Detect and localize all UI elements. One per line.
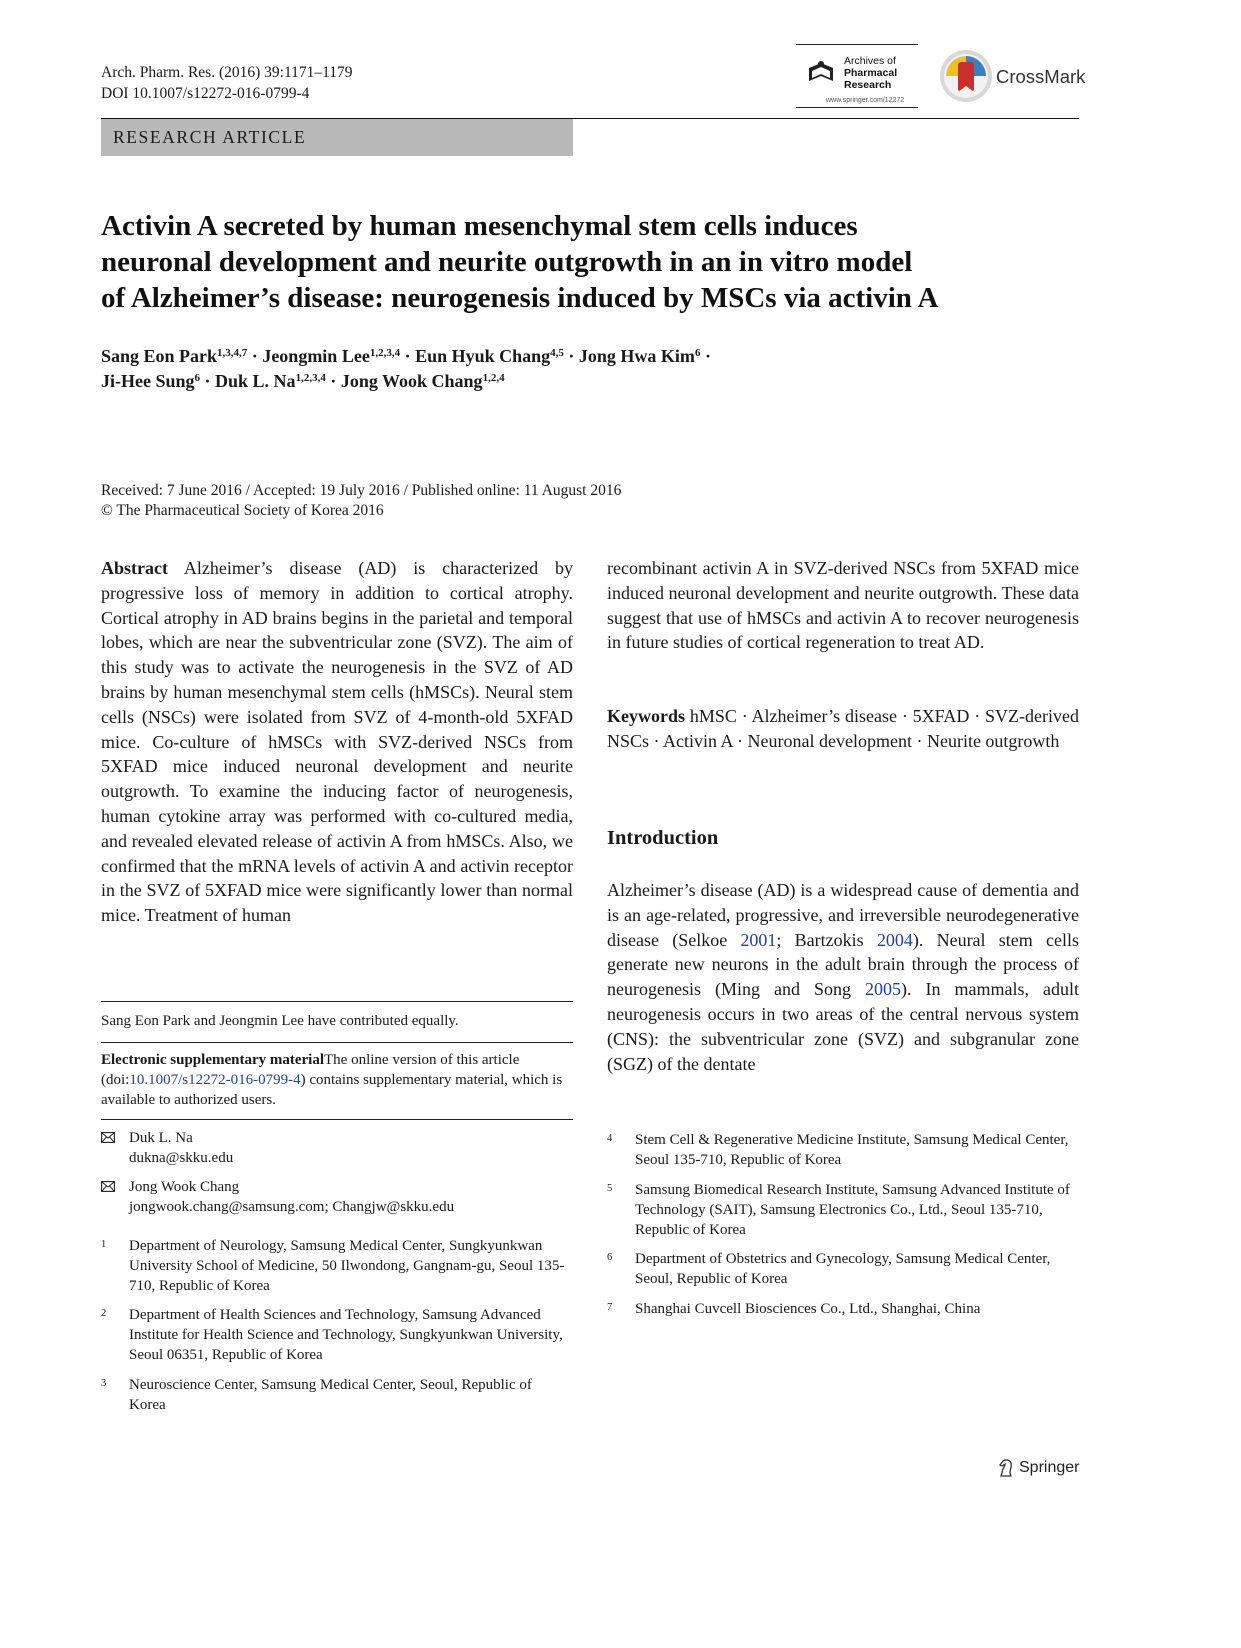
journal-logo[interactable] xyxy=(796,44,918,108)
author-name[interactable]: Jeongmin Lee xyxy=(262,346,370,366)
author-affiliation-refs: 4,5 xyxy=(550,347,564,359)
publisher-name: Springer xyxy=(1019,1459,1080,1476)
author-separator: · xyxy=(400,346,416,366)
affiliation-text: Stem Cell & Regenerative Medicine Institute, Samsung Medical Center, Seoul 135-710, Republic of Korea xyxy=(635,1132,1069,1168)
journal-logo-text xyxy=(844,55,897,91)
esm-note xyxy=(101,1051,573,1110)
affiliation-number: 7 xyxy=(607,1302,613,1313)
author-separator: · xyxy=(700,346,711,366)
abstract-right: recombinant activin A in SVZ-derived NSCs from 5XFAD mice induced neuronal development and neurite outgrowth. These data suggest that use of hMSCs and activin A to recover neurogenesis in future studies of cortical regeneration to treat AD. xyxy=(607,558,1079,653)
author-line-2 xyxy=(101,369,1081,394)
abstract-label: Abstract xyxy=(101,558,168,578)
correspondence-text xyxy=(129,1129,233,1169)
journal-citation: Arch. Pharm. Res. (2016) 39:1171–1179 xyxy=(101,64,353,81)
affiliation-number: 5 xyxy=(607,1183,613,1194)
author-affiliation-refs: 1,2,3,4 xyxy=(369,347,401,359)
author-line-1 xyxy=(101,344,1081,369)
author-separator: · xyxy=(200,371,216,391)
article-type-banner xyxy=(101,119,573,156)
citation-link[interactable]: 2001 xyxy=(740,929,777,950)
affiliation-number: 6 xyxy=(607,1252,613,1263)
author-name[interactable]: Duk L. Na xyxy=(215,371,296,391)
logo-text-line3: Research xyxy=(844,79,892,91)
intro-text: ). Neural stem cells generate new neurons in the adult brain through the process of neurogenesis (Ming and Song xyxy=(607,929,1079,1000)
equal-contribution-note: Sang Eon Park and Jeongmin Lee have contributed equally. xyxy=(101,1013,459,1029)
title-line-1: Activin A secreted by human mesenchymal stem cells induces xyxy=(101,210,858,242)
author-separator: · xyxy=(325,371,341,391)
title-line-3: of Alzheimer’s disease: neurogenesis induced by MSCs via activin A xyxy=(101,282,939,314)
keywords-text: hMSC · Alzheimer’s disease · 5XFAD · SVZ-derived NSCs · Activin A · Neuronal development · Neurite outgrowth xyxy=(607,706,1079,751)
correspondence-name: Duk L. Na xyxy=(129,1130,193,1146)
crossmark-icon[interactable] xyxy=(938,48,994,104)
affiliation-number: 1 xyxy=(101,1239,107,1250)
logo-text-line2: Pharmacal xyxy=(844,67,898,79)
abstract-left xyxy=(101,556,573,928)
abstract-text-left: Alzheimer’s disease (AD) is characterized by progressive loss of memory in addition to cortical atrophy. Cortical atrophy in AD brains begins in the parietal and temporal lobes, which are near the subventricular zone (SVZ). The aim of this study was to activate the neurogenesis in the SVZ of AD brains by human mesenchymal stem cells (hMSCs). Neural stem cells (NSCs) were isolated from SVZ of 4-month-old 5XFAD mice. Co-culture of hMSCs with SVZ-derived NSCs from 5XFAD mice induced neuronal development and neurite outgrowth. To examine the inducing factor of neurogenesis, human cytokine array was performed with co-cultured media, and revealed elevated release of activin A from hMSCs. Also, we confirmed that the mRNA levels of activin A and activin receptor in the SVZ of 5XFAD mice were significantly lower than normal mice. Treatment of human xyxy=(101,558,573,926)
history-dates: Received: 7 June 2016 / Accepted: 19 July 2016 / Published online: 11 August 2016 xyxy=(101,482,622,499)
intro-text: ). In mammals, adult neurogenesis occurs in two areas of the central nervous system (CNS): the subventricular zone (SVZ) and subgranular zone (SGZ) of the dentate xyxy=(607,979,1079,1074)
affiliation-number: 3 xyxy=(101,1378,107,1389)
introduction-heading: Introduction xyxy=(607,827,719,849)
author-affiliation-refs: 1,2,4 xyxy=(482,372,505,384)
title-line-2: neuronal development and neurite outgrowth in an in vitro model xyxy=(101,246,913,278)
esm-label: Electronic supplementary material xyxy=(101,1052,325,1068)
affiliation-text: Neuroscience Center, Samsung Medical Center, Seoul, Republic of Korea xyxy=(129,1377,532,1413)
publication-dates xyxy=(101,481,861,521)
doi-line: DOI 10.1007/s12272-016-0799-4 xyxy=(101,85,310,102)
correspondence-email[interactable]: dukna@skku.edu xyxy=(129,1149,234,1166)
crossmark-label[interactable]: CrossMark xyxy=(996,66,1086,87)
affiliation-text: Department of Health Sciences and Technology, Samsung Advanced Institute for Health Science and Technology, Sungkyunkwan University, Seoul 06351, Republic of Korea xyxy=(129,1307,563,1363)
correspondence-name: Jong Wook Chang xyxy=(129,1179,240,1195)
author-separator: · xyxy=(563,346,579,366)
author-affiliation-refs: 6 xyxy=(194,372,201,384)
author-name[interactable]: Ji-Hee Sung xyxy=(101,371,195,391)
chess-knight-icon xyxy=(997,1458,1015,1478)
footnote-rule xyxy=(101,1001,573,1002)
correspondence-email[interactable]: jongwook.chang@samsung.com; Changjw@skku.edu xyxy=(129,1198,455,1215)
affiliation-number: 4 xyxy=(607,1133,613,1144)
article-title xyxy=(101,208,1081,316)
logo-text-line1: Archives of xyxy=(844,55,896,67)
introduction-paragraph xyxy=(607,878,1079,1076)
intro-text: ; Bartzokis xyxy=(776,929,877,950)
keywords xyxy=(607,704,1079,754)
author-name[interactable]: Eun Hyuk Chang xyxy=(415,346,551,366)
envelope-icon xyxy=(101,1132,115,1143)
copyright-line: © The Pharmaceutical Society of Korea 2016 xyxy=(101,502,384,519)
affiliation-text: Department of Neurology, Samsung Medical Center, Sungkyunkwan University School of Medicine, 50 Ilwondong, Gangnam-gu, Seoul 135-710, Republic of Korea xyxy=(129,1238,565,1294)
keywords-label: Keywords xyxy=(607,706,685,726)
author-name[interactable]: Jong Wook Chang xyxy=(340,371,483,391)
doi-link[interactable]: 10.1007/s12272-016-0799-4 xyxy=(129,1071,301,1088)
author-affiliation-refs: 1,2,3,4 xyxy=(295,372,326,384)
author-affiliation-refs: 6 xyxy=(694,347,701,359)
affiliation-number: 2 xyxy=(101,1308,107,1319)
affiliation-text: Department of Obstetrics and Gynecology, Samsung Medical Center, Seoul, Republic of Korea xyxy=(635,1251,1051,1287)
book-icon xyxy=(806,59,836,87)
correspondence-text xyxy=(129,1178,454,1218)
footnote-rule xyxy=(101,1042,573,1043)
citation-link[interactable]: 2005 xyxy=(865,979,901,1000)
affiliation-text: Samsung Biomedical Research Institute, Samsung Advanced Institute of Technology (SAIT), Samsung Electronics Co., Ltd., Seoul 135-710, Republic of Korea xyxy=(635,1182,1070,1238)
author-separator: · xyxy=(247,346,263,366)
author-name[interactable]: Jong Hwa Kim xyxy=(578,346,695,366)
logo-url: www.springer.com/12272 xyxy=(826,97,905,104)
journal-meta xyxy=(101,62,353,104)
esm-text: The online version of this article (doi: xyxy=(101,1052,520,1088)
author-list xyxy=(101,344,1081,394)
author-affiliation-refs: 1,3,4,7 xyxy=(217,347,248,359)
affiliation-text: Shanghai Cuvcell Biosciences Co., Ltd., Shanghai, China xyxy=(635,1301,981,1317)
citation-link[interactable]: 2004 xyxy=(876,929,913,950)
esm-text: ) contains supplementary material, which is available to authorized users. xyxy=(101,1071,563,1108)
envelope-icon xyxy=(101,1181,115,1192)
article-type-label: RESEARCH ARTICLE xyxy=(113,127,307,147)
intro-text: Alzheimer’s disease (AD) is a widespread cause of dementia and is an age-related, progressive, and irreversible neurodegenerative disease (Selkoe xyxy=(607,880,1079,950)
author-name[interactable]: Sang Eon Park xyxy=(101,346,218,366)
footnote-rule xyxy=(101,1119,573,1120)
